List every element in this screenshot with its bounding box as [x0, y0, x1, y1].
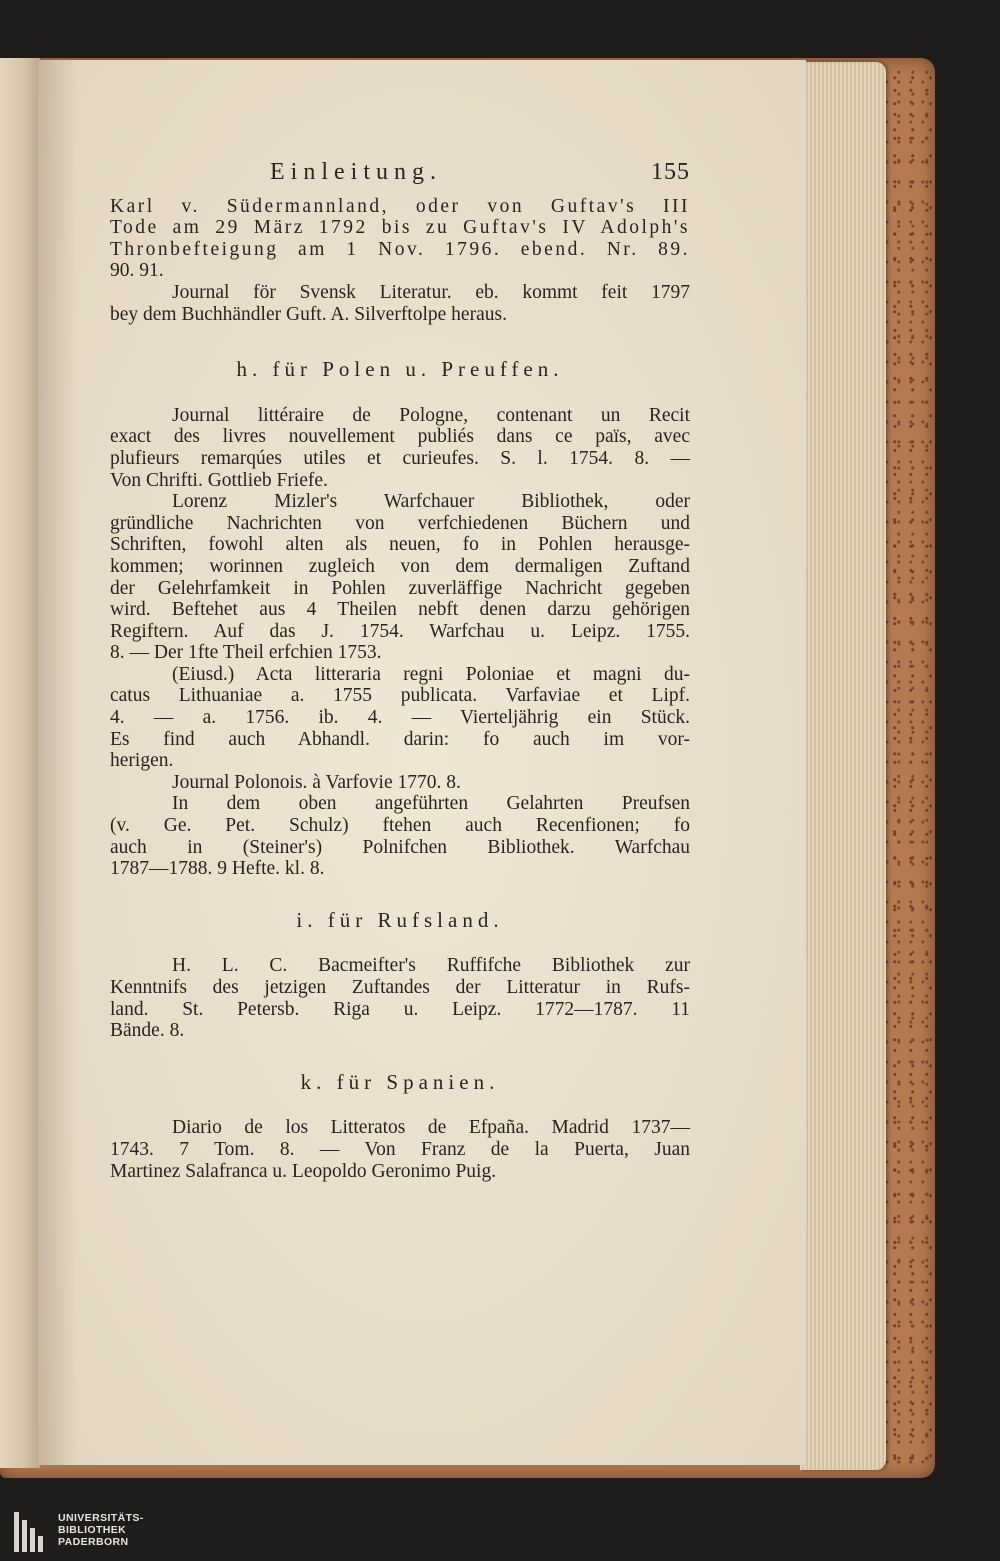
text-line: (Eiusd.) Acta litteraria regni Poloniae et magni du-: [172, 663, 690, 685]
text-line: plufieurs remarqúes utiles et curieufes. S. l. 1754. 8. —: [110, 447, 690, 469]
text-line: bey dem Buchhändler Guft. A. Silverftolpe heraus.: [110, 303, 507, 325]
text-line: 1787—1788. 9 Hefte. kl. 8.: [110, 858, 325, 880]
text-line: kommen; worinnen zugleich von dem dermaligen Zuftand: [110, 555, 690, 577]
paragraph: [110, 196, 690, 282]
page-text: [110, 159, 690, 1182]
text-line: catus Lithuaniae a. 1755 publicata. Varfaviae et Lipf.: [110, 685, 690, 707]
text-line: Tode am 29 März 1792 bis zu Guftav's IV Adolph's: [110, 217, 690, 239]
library-logo-text: [58, 1512, 144, 1548]
text-line: Schriften, fowohl alten als neuen, fo in Pohlen herausge-: [110, 534, 690, 556]
text-line: wird. Beftehet aus 4 Theilen nebft denen darzu gehörigen: [110, 599, 690, 621]
text-line: 1743. 7 Tom. 8. — Von Franz de la Puerta, Juan: [110, 1138, 690, 1160]
text-line: Diario de los Litteratos de Efpaña. Madrid 1737—: [172, 1117, 690, 1139]
paragraph: [110, 772, 690, 794]
page-header: [270, 159, 690, 185]
library-logo: [14, 1512, 144, 1552]
text-line: Kenntnifs des jetzigen Zuftandes der Litteratur in Rufs-: [110, 977, 690, 998]
library-logo-icon: [14, 1512, 52, 1552]
text-line: 8. — Der 1fte Theil erfchien 1753.: [110, 642, 382, 664]
text-line: Martinez Salafranca u. Leopoldo Geronimo Puig.: [110, 1160, 497, 1182]
text-line: Karl v. Südermannland, oder von Guftav's III: [110, 195, 690, 217]
text-line: H. L. C. Bacmeifter's Ruffifche Bibliothek zur: [172, 955, 690, 977]
logo-line: PADERBORN: [58, 1536, 129, 1548]
cover-texture: [882, 70, 932, 1470]
page-fore-edge: [800, 62, 886, 1470]
running-title: Einleitung.: [270, 159, 442, 185]
text-line: exact des livres nouvellement publiés dans ce païs, avec: [110, 426, 690, 448]
text-line: Journal för Svensk Literatur. eb. kommt feit 1797: [172, 281, 690, 303]
text-line: auch in (Steiner's) Polnifchen Bibliothek. Warfchau: [110, 836, 690, 858]
page-number: 155: [651, 159, 690, 185]
logo-line: BIBLIOTHEK: [58, 1524, 127, 1536]
text-line: Thronbefteigung am 1 Nov. 1796. ebend. Nr. 89.: [110, 238, 690, 260]
text-line: herigen.: [110, 750, 174, 772]
text-line: Lorenz Mizler's Warfchauer Bibliothek, oder: [172, 491, 690, 513]
paragraph: [110, 1117, 690, 1182]
section-heading: k. für Spanien.: [300, 1069, 500, 1094]
logo-line: UNIVERSITÄTS-: [58, 1512, 144, 1524]
paragraph: [110, 793, 690, 879]
paragraph: [110, 282, 690, 325]
text-line: Es find auch Abhandl. darin: fo auch im vor-: [110, 728, 690, 750]
text-line: 90. 91.: [110, 260, 164, 282]
paragraph: [110, 491, 690, 664]
left-page: [0, 58, 40, 1468]
text-line: In dem oben angeführten Gelahrten Preufsen: [172, 793, 690, 815]
text-line: Regiftern. Auf das J. 1754. Warfchau u. Leipz. 1755.: [110, 620, 690, 642]
text-line: (v. Ge. Pet. Schulz) ftehen auch Recenfionen; fo: [110, 815, 690, 837]
paragraph: [110, 955, 690, 1041]
text-line: der Gelehrfamkeit in Pohlen zuverläffige Nachricht gegeben: [110, 577, 690, 599]
text-line: land. St. Petersb. Riga u. Leipz. 1772—1787. 11: [110, 998, 690, 1020]
section-heading: h. für Polen u. Preuffen.: [236, 357, 564, 382]
text-line: Journal littéraire de Pologne, contenant un Recit: [172, 404, 690, 426]
text-line: gründliche Nachrichten von verfchiedenen Büchern und: [110, 512, 690, 534]
text-line: 4. — a. 1756. ib. 4. — Vierteljährig ein Stück.: [110, 707, 690, 729]
text-line: Von Chrifti. Gottlieb Friefe.: [110, 469, 328, 491]
paragraph: [110, 664, 690, 772]
text-line: Journal Polonois. à Varfovie 1770. 8.: [172, 771, 461, 793]
paragraph: [110, 405, 690, 491]
text-line: Bände. 8.: [110, 1020, 185, 1042]
section-heading: i. für Rufsland.: [296, 907, 504, 932]
